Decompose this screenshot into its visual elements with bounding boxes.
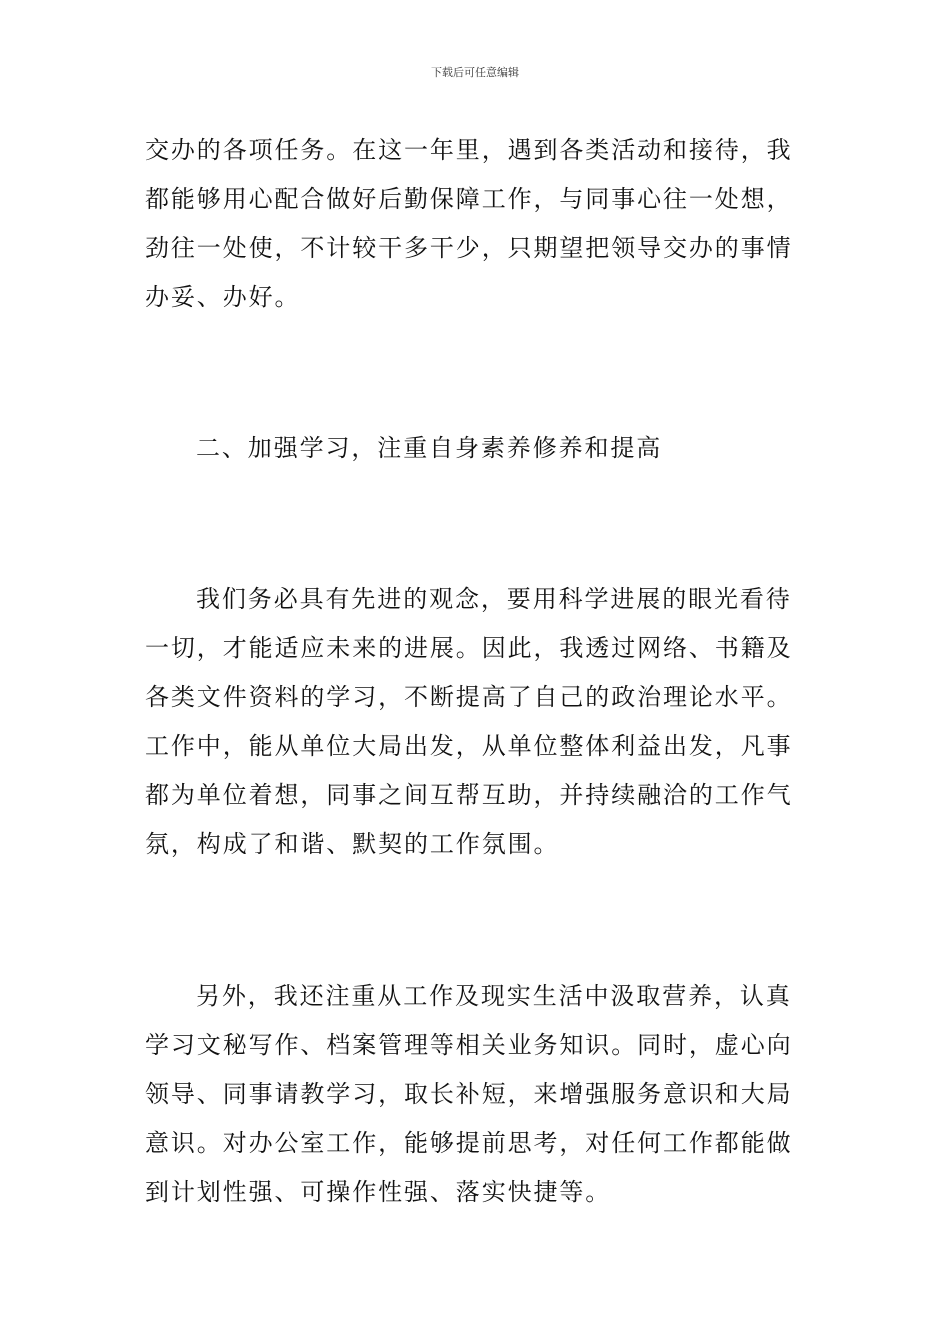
text-line: 学习文秘写作、档案管理等相关业务知识。同时，虚心向 <box>145 1031 793 1059</box>
paragraph-additional <box>145 972 807 1217</box>
page-header: 下载后可任意编辑 <box>431 66 519 79</box>
text-line: 一切，才能适应未来的进展。因此，我透过网络、书籍及 <box>145 634 793 662</box>
text-line: 劲往一处使，不计较干多干少，只期望把领导交办的事情 <box>145 234 793 262</box>
paragraph-learning <box>145 575 807 869</box>
text-line: 到计划性强、可操作性强、落实快捷等。 <box>145 1178 612 1206</box>
text-line: 我们务必具有先进的观念，要用科学进展的眼光看待 <box>196 585 792 613</box>
text-line: 领导、同事请教学习，取长补短，来增强服务意识和大局 <box>145 1080 793 1108</box>
text-line: 各类文件资料的学习，不断提高了自己的政治理论水平。 <box>145 683 793 711</box>
text-line: 办妥、办好。 <box>145 283 301 311</box>
text-line: 另外，我还注重从工作及现实生活中汲取营养，认真 <box>196 982 792 1010</box>
section-heading-text: 二、加强学习，注重自身素养修养和提高 <box>196 434 663 462</box>
section-heading <box>145 424 807 473</box>
text-line: 都为单位着想，同事之间互帮互助，并持续融洽的工作气 <box>145 781 793 809</box>
text-line: 氛，构成了和谐、默契的工作氛围。 <box>145 830 560 858</box>
paragraph-continuation <box>145 126 807 322</box>
text-line: 交办的各项任务。在这一年里，遇到各类活动和接待，我 <box>145 136 793 164</box>
text-line: 意识。对办公室工作，能够提前思考，对任何工作都能做 <box>145 1129 793 1157</box>
text-line: 都能够用心配合做好后勤保障工作，与同事心往一处想， <box>145 185 793 213</box>
text-line: 工作中，能从单位大局出发，从单位整体利益出发，凡事 <box>145 732 793 760</box>
